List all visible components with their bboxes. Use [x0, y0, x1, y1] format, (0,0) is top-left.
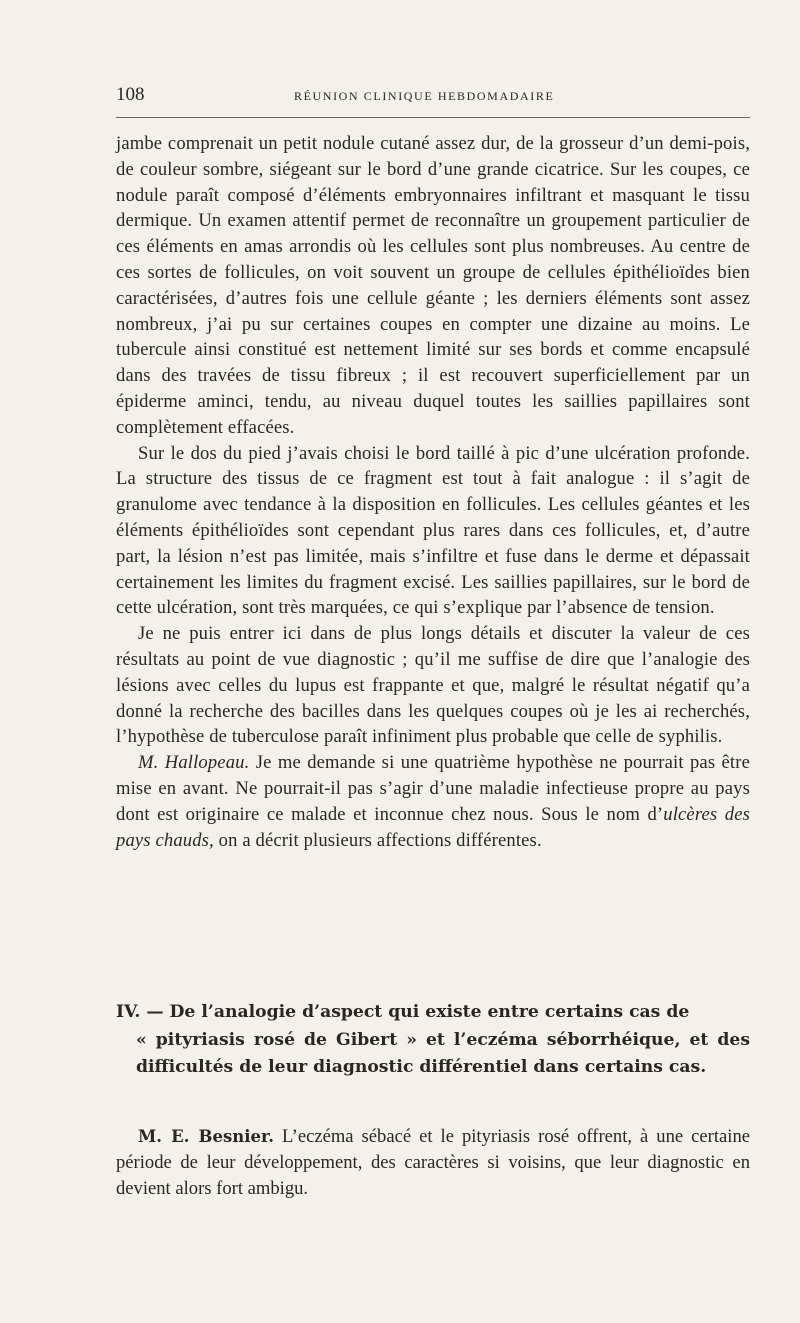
page-number: 108 — [116, 84, 145, 105]
speaker-hallopeau: M. Hallopeau. — [138, 752, 250, 774]
paragraph-1: jambe comprenait un petit nodule cutané assez dur, de la grosseur d’un demi-pois, de couleur sombre, siégeant sur le bord d’une grande cicatrice. Sur les coupes, ce nodule paraît composé d’éléments embryonnaires infiltrant et masquant le tissu dermique. Un examen attentif permet de reconnaître un groupement particulier de ces éléments en amas arrondis où les cellules sont plus nombreuses. Au centre de ces sortes de follicules, on voit souvent un groupe de cellules épithélioïdes bien caractérisées, d’autres fois une cellule géante ; les derniers éléments sont assez nombreux, j’ai pu sur certaines coupes en compter une dizaine au moins. Le tubercule ainsi constitué est nettement limité sur ses bords et comme encapsulé dans des travées de tissu fibreux ; il est recouvert superficiellement par un épiderme aminci, tendu, au niveau duquel toutes les saillies papillaires sont complètement effacées. — [116, 133, 750, 438]
paragraph-4-italic: ulcères des pays chauds, — [116, 803, 750, 851]
page-header — [116, 84, 750, 106]
header-rule — [116, 117, 750, 118]
section-heading-rest: « pityriasis rosé de Gibert » et l’eczéma séborrhéique, et des difficultés de leur diagnostic différentiel dans certains cas. — [136, 1029, 750, 1077]
running-head: RÉUNION CLINIQUE HEBDOMADAIRE — [294, 89, 555, 103]
body-text — [116, 131, 750, 853]
section-heading-line-1: IV. — De l’analogie d’aspect qui existe entre certains cas de — [116, 1002, 690, 1022]
paragraph-3: Je ne puis entrer ici dans de plus longs détails et discuter la valeur de ces résultats au point de vue diagnostic ; qu’il me suffise de dire que l’analogie des lésions avec celles du lupus est frappante et que, malgré le résultat négatif qu’a donné la recherche des bacilles dans les quelques coupes où je les ai recherchés, l’hypothèse de tuberculose paraît infiniment plus probable que celle de syphilis. — [116, 623, 750, 748]
paragraph-4 — [116, 750, 750, 853]
paragraph-2: Sur le dos du pied j’avais choisi le bord taillé à pic d’une ulcération profonde. La structure des tissus de ce fragment est tout à fait analogue : il s’agit de granulome avec tendance à la disposition en follicules. Les cellules géantes et les éléments épithélioïdes sont cependant plus rares dans ces follicules, et, d’autre part, la lésion n’est pas limitée, mais s’infiltre et fuse dans le derme et dépassait certainement les limites du fragment excisé. Les saillies papillaires, sur le bord de cette ulcération, sont très marquées, ce qui s’explique par l’absence de tension. — [116, 442, 750, 619]
paragraph-4-text-b: on a décrit plusieurs affections différentes. — [213, 829, 542, 851]
discussion-text: L’eczéma sébacé et le pityriasis rosé offrent, à une certaine période de leur développement, des caractères si voisins, que leur diagnostic en devient alors fort ambigu. — [116, 1126, 750, 1199]
discussion — [116, 1124, 750, 1201]
speaker-besnier: M. E. Besnier. — [138, 1127, 274, 1146]
discussion-paragraph — [116, 1124, 750, 1201]
section-heading — [116, 999, 750, 1082]
paragraph-4-text-a: Je me demande si une quatrième hypothèse ne pourrait pas être mise en avant. Ne pourrait-il pas s’agir d’une maladie infectieuse propre au pays dont est originaire ce malade et inconnue chez nous. Sous le nom d’ — [116, 752, 750, 825]
